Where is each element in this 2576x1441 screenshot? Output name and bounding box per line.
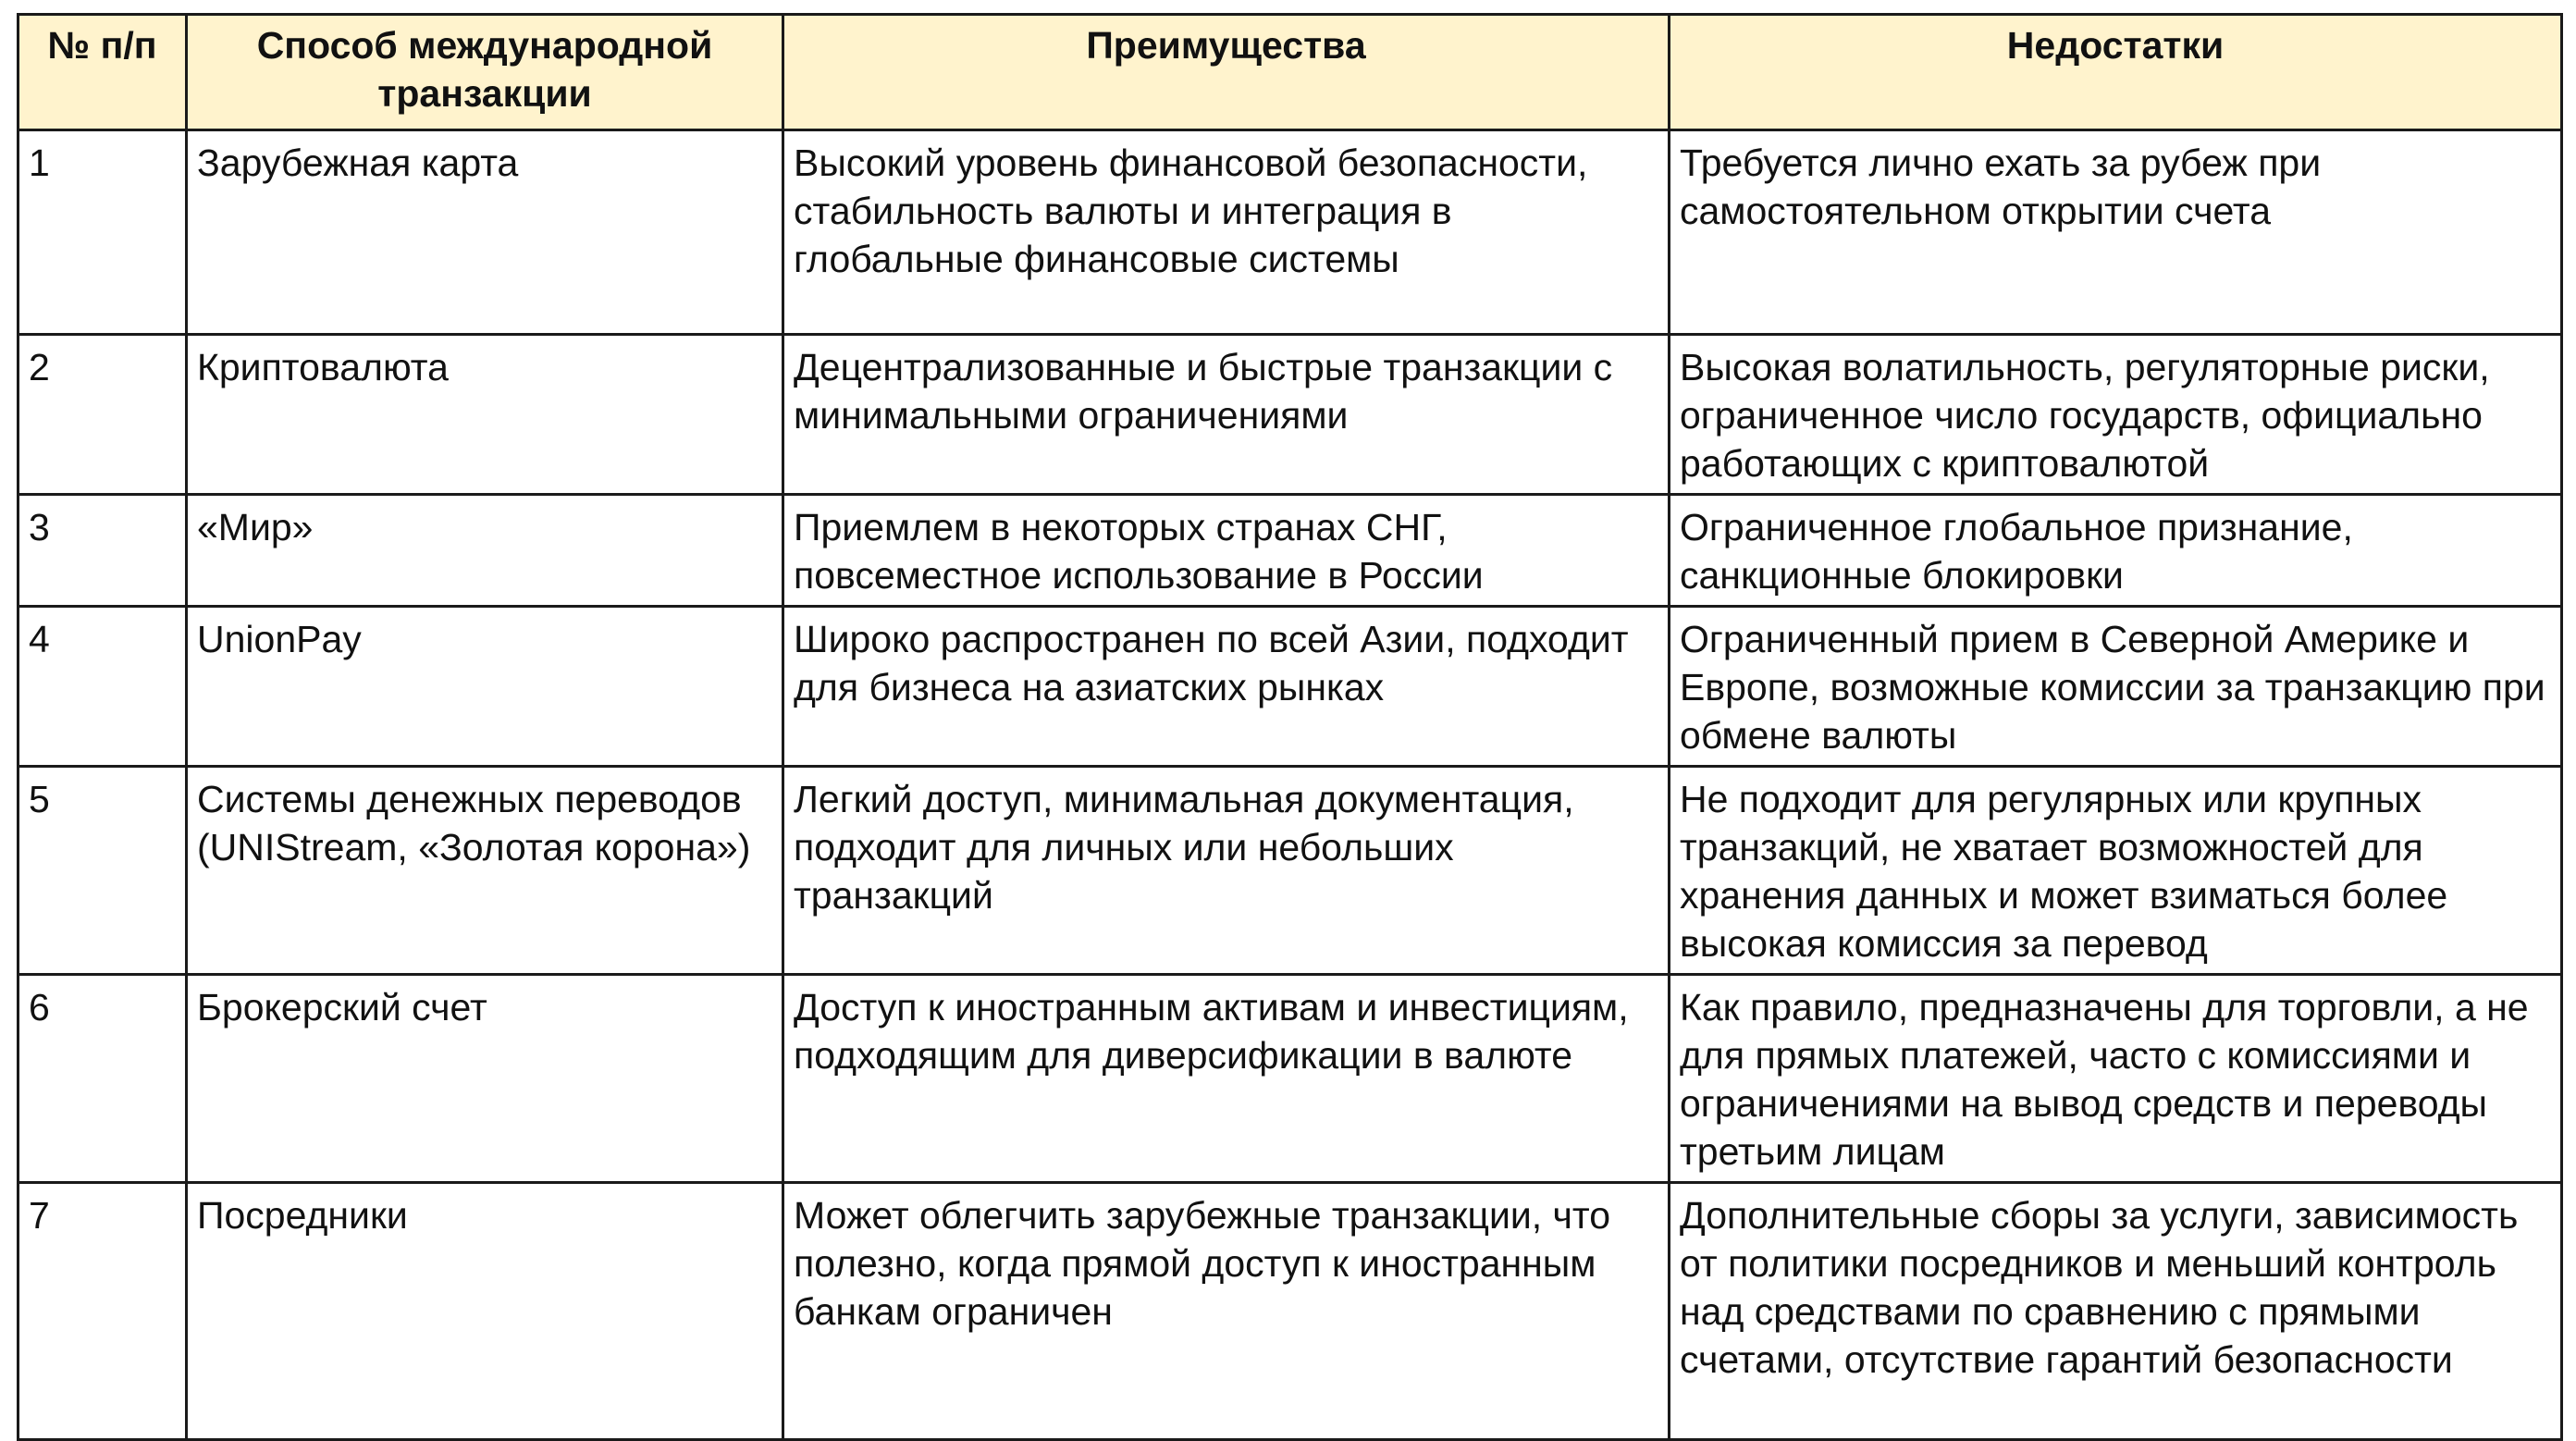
cell-advantages: Широко распространен по всей Азии, подходит для бизнеса на азиатских рынках [783,607,1670,767]
table-row [18,495,2562,607]
table-row [18,1183,2562,1440]
header-advantages: Преимущества [783,15,1670,130]
cell-disadvantages: Как правило, предназначены для торговли, а не для прямых платежей, часто с комиссиями и ограничениями на вывод средств и переводы третьим лицам [1670,975,2562,1183]
cell-method: Зарубежная карта [187,130,783,335]
cell-number: 6 [18,975,187,1183]
cell-method: Криптовалюта [187,335,783,495]
table-row [18,335,2562,495]
cell-method: «Мир» [187,495,783,607]
header-row [18,15,2562,130]
cell-method: UnionPay [187,607,783,767]
cell-disadvantages: Ограниченное глобальное признание, санкционные блокировки [1670,495,2562,607]
cell-number: 5 [18,767,187,975]
cell-method: Брокерский счет [187,975,783,1183]
cell-advantages: Может облегчить зарубежные транзакции, что полезно, когда прямой доступ к иностранным банкам ограничен [783,1183,1670,1440]
table-row [18,975,2562,1183]
cell-disadvantages: Не подходит для регулярных или крупных транзакций, не хватает возможностей для хранения данных и может взиматься более высокая комиссия за перевод [1670,767,2562,975]
cell-advantages: Высокий уровень финансовой безопасности, стабильность валюты и интеграция в глобальные финансовые системы [783,130,1670,335]
cell-number: 2 [18,335,187,495]
cell-advantages: Легкий доступ, минимальная документация, подходит для личных или небольших транзакций [783,767,1670,975]
header-method: Способ международной транзакции [187,15,783,130]
cell-number: 7 [18,1183,187,1440]
cell-number: 3 [18,495,187,607]
cell-disadvantages: Ограниченный прием в Северной Америке и Европе, возможные комиссии за транзакцию при обмене валюты [1670,607,2562,767]
cell-advantages: Децентрализованные и быстрые транзакции с минимальными ограничениями [783,335,1670,495]
cell-number: 1 [18,130,187,335]
table-row [18,607,2562,767]
header-disadvantages: Недостатки [1670,15,2562,130]
cell-advantages: Доступ к иностранным активам и инвестициям, подходящим для диверсификации в валюте [783,975,1670,1183]
cell-advantages: Приемлем в некоторых странах СНГ, повсеместное использование в России [783,495,1670,607]
cell-method: Посредники [187,1183,783,1440]
cell-method: Системы денежных переводов (UNIStream, «Золотая корона») [187,767,783,975]
table-row [18,130,2562,335]
table-row [18,767,2562,975]
cell-number: 4 [18,607,187,767]
cell-disadvantages: Высокая волатильность, регуляторные риски, ограниченное число государств, официально работающих с криптовалютой [1670,335,2562,495]
comparison-table [17,13,2563,1441]
header-number: № п/п [18,15,187,130]
cell-disadvantages: Дополнительные сборы за услуги, зависимость от политики посредников и меньший контроль над средствами по сравнению с прямыми счетами, отсутствие гарантий безопасности [1670,1183,2562,1440]
cell-disadvantages: Требуется лично ехать за рубеж при самостоятельном открытии счета [1670,130,2562,335]
